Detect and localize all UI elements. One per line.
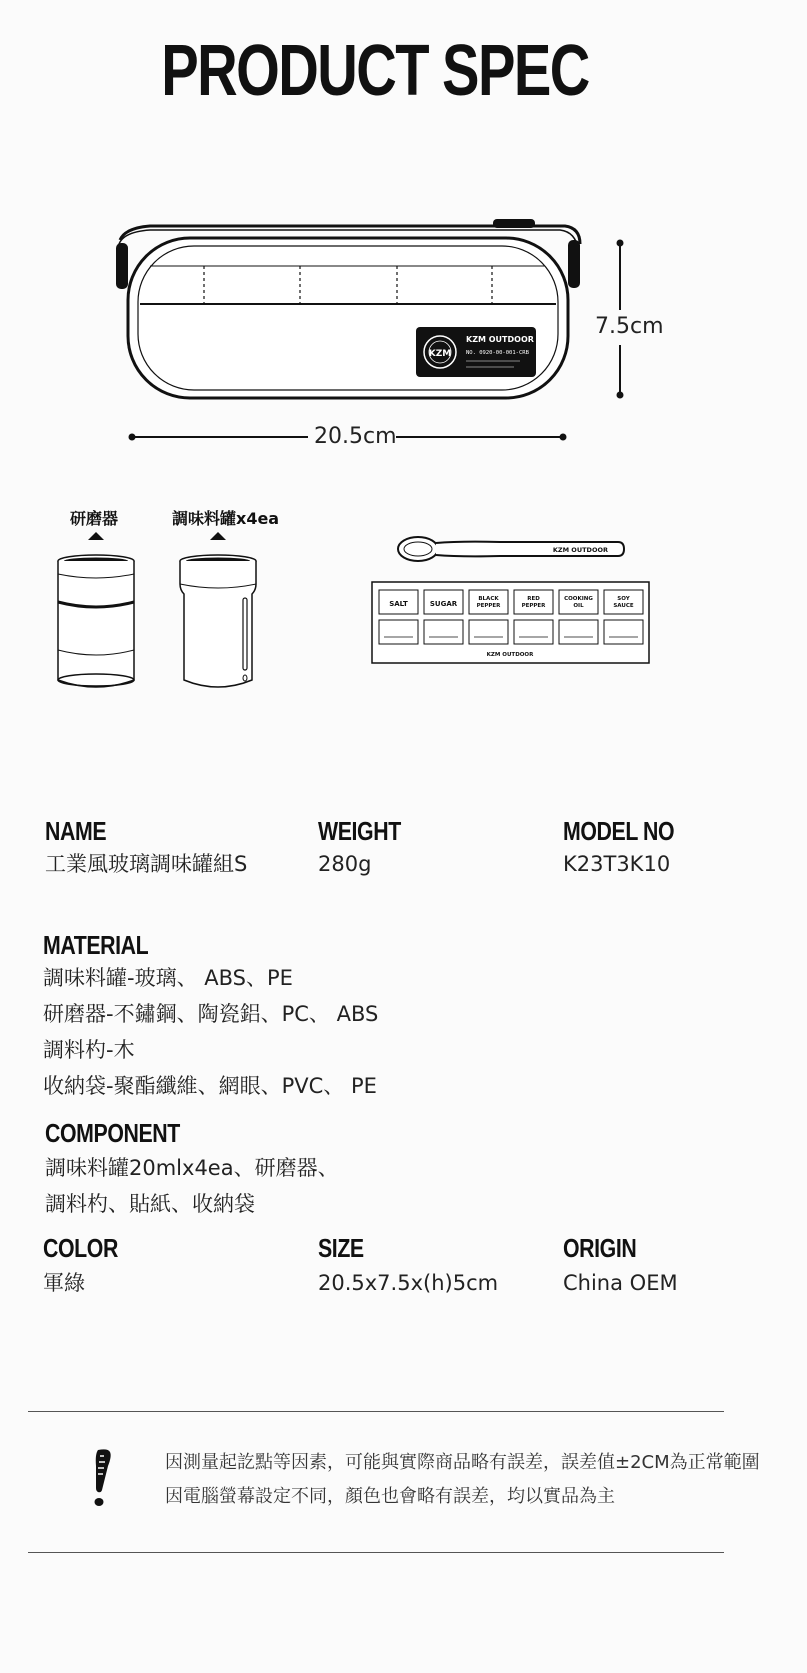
bag-illustration: [0, 0, 807, 720]
material-heading: MATERIAL: [43, 930, 149, 960]
sticker-label-text: COOKING: [564, 596, 593, 602]
svg-text:KZM: KZM: [428, 349, 452, 359]
svg-text:KZM OUTDOOR: KZM OUTDOOR: [486, 652, 534, 658]
model-heading: MODEL NO: [563, 816, 675, 846]
sticker-label-text: PEPPER: [521, 603, 546, 609]
svg-text:NO. 0920-00-001-CRB: NO. 0920-00-001-CRB: [466, 350, 529, 356]
grinder-label: 研磨器: [70, 506, 148, 529]
sticker-blank-cell: [379, 620, 418, 644]
notice-line: 因測量起訖點等因素，可能與實際商品略有誤差，誤差值±2CM為正常範圍: [165, 1452, 760, 1473]
sticker-label-cell: [469, 590, 508, 614]
sticker-label-cell: [604, 590, 643, 614]
sticker-label-text: SALT: [389, 600, 408, 608]
component-line: 調味料罐20mlx4ea、研磨器、: [45, 1156, 339, 1180]
divider-top: [28, 1411, 724, 1412]
sticker-blank-cell: [424, 620, 463, 644]
exclamation-icon: [88, 1448, 118, 1510]
sticker-blank-cell: [514, 620, 553, 644]
width-dimension: 20.5cm: [314, 424, 397, 449]
material-line: 調味料罐-玻璃、 ABS、PE: [43, 966, 293, 990]
sticker-label-cell: [559, 590, 598, 614]
sticker-label-text: BLACK: [478, 596, 499, 602]
color-value: 軍綠: [43, 1271, 85, 1295]
name-heading: NAME: [45, 816, 107, 846]
height-dimension: 7.5cm: [595, 314, 664, 339]
material-line: 調料杓-木: [43, 1038, 135, 1062]
weight-value: 280g: [318, 852, 372, 876]
sticker-blank-cell: [469, 620, 508, 644]
name-value: 工業風玻璃調味罐組S: [45, 852, 248, 876]
model-value: K23T3K10: [563, 852, 671, 876]
color-heading: COLOR: [43, 1233, 118, 1263]
sticker-blank-cell: [559, 620, 598, 644]
component-heading: COMPONENT: [45, 1118, 180, 1148]
sticker-label-cell: [514, 590, 553, 614]
sticker-label-text: SOY: [617, 596, 630, 602]
sticker-blank-cell: [604, 620, 643, 644]
weight-heading: WEIGHT: [318, 816, 401, 846]
jar-label: 調味料罐x4ea: [172, 509, 280, 528]
material-line: 研磨器-不鏽鋼、陶瓷鋁、PC、 ABS: [43, 1002, 379, 1026]
notice-line: 因電腦螢幕設定不同，顏色也會略有誤差，均以實品為主: [165, 1486, 615, 1507]
origin-heading: ORIGIN: [563, 1233, 637, 1263]
material-line: 收納袋-聚酯纖維、網眼、PVC、 PE: [43, 1074, 377, 1098]
sticker-label-text: OIL: [573, 603, 584, 609]
size-heading: SIZE: [318, 1233, 364, 1263]
size-value: 20.5x7.5x(h)5cm: [318, 1271, 499, 1295]
component-line: 調料杓、貼紙、收納袋: [45, 1192, 255, 1216]
origin-value: China OEM: [563, 1271, 678, 1295]
divider-bottom: [28, 1552, 724, 1553]
svg-text:KZM OUTDOOR: KZM OUTDOOR: [552, 546, 608, 554]
page-title: PRODUCT SPEC: [161, 31, 589, 111]
svg-text:KZM OUTDOOR: KZM OUTDOOR: [466, 335, 534, 344]
sticker-label-text: SUGAR: [429, 600, 458, 608]
sticker-label-text: SAUCE: [613, 603, 634, 609]
sticker-label-text: PEPPER: [476, 603, 501, 609]
sticker-label-text: RED: [527, 596, 540, 602]
